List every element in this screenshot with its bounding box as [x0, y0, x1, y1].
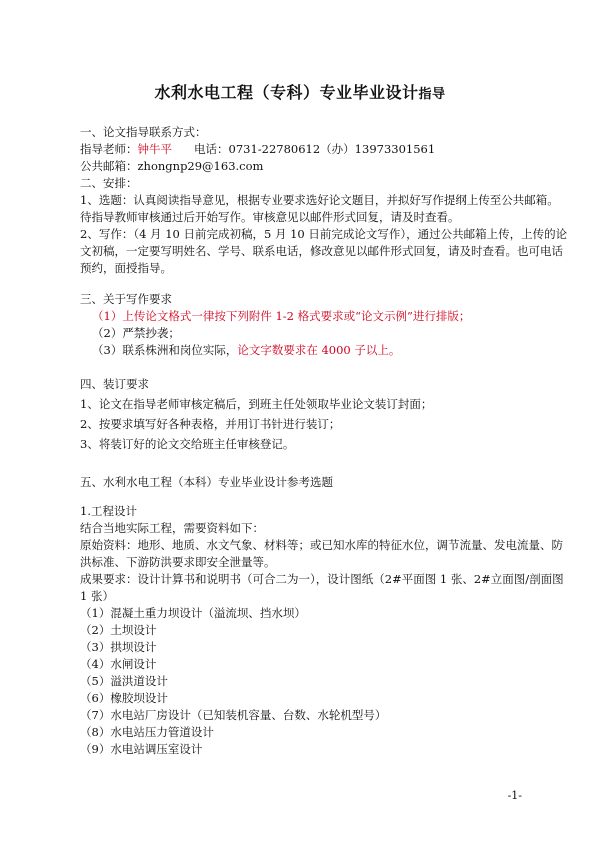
topic-item: （7）水电站厂房设计（已知装机容量、台数、水轮机型号）: [80, 708, 387, 722]
teacher-contact-line: [80, 141, 435, 157]
teacher-name: 钟牛平: [137, 142, 172, 156]
section4-item: 1、论文在指导老师审核定稿后，到班主任处领取毕业论文装订封面；: [80, 397, 433, 411]
section4-item: 2、按要求填写好各种表格，并用订书针进行装订；: [80, 417, 341, 431]
section2-item2-line1: 2、写作：（4 月 10 日前完成初稿，5 月 10 日前完成论文写作），通过公共邮箱上传，上传的论: [80, 227, 568, 241]
section2-heading: 二、安排：: [80, 176, 138, 190]
page-number: -1-: [507, 789, 522, 802]
section5-sub-heading: 1.工程设计: [80, 504, 137, 518]
email-label: 公共邮箱：: [80, 159, 138, 173]
topic-item: （9）水电站调压室设计: [80, 742, 203, 756]
topic-item: （5）溢洪道设计: [80, 674, 168, 688]
section3-item1: [92, 308, 470, 324]
section5-line: 1 张）: [80, 589, 114, 603]
topic-item: （8）水电站压力管道设计: [80, 725, 214, 739]
section3-item1-text: 上传论文格式一律按下列附件 1-2 格式要求或“论文示例”进行排版；: [122, 309, 471, 323]
title-suffix: 指导: [418, 87, 446, 102]
section2-item2-line2: 文初稿，一定要写明姓名、学号、联系电话，修改意见以邮件形式回复，请及时查看。也可电话: [80, 244, 563, 258]
section5-line: 原始资料：地形、地质、水文气象、材料等；或已知水库的特征水位，调节流量、发电流量、防: [80, 538, 563, 552]
email-value: zhongnp29@163.com: [137, 159, 264, 173]
section2-item2-line3: 预约，面授指导。: [80, 261, 172, 275]
section5-heading: 五、水利水电工程（本科）专业毕业设计参考选题: [80, 475, 333, 489]
section5-line: 洪标准、下游防洪要求即安全泄量等。: [80, 555, 276, 569]
page-title: [0, 80, 600, 103]
section5-line: 结合当地实际工程，需要资料如下：: [80, 521, 264, 535]
phone-value: 0731-22780612（办）13973301561: [228, 142, 436, 156]
section1-heading: 一、论文指导联系方式：: [80, 125, 207, 139]
section3-item1-prefix: （1）: [92, 309, 123, 323]
section3-item3: [92, 342, 400, 358]
section3-item2: （2）严禁抄袭；: [92, 326, 180, 340]
section5-line: 成果要求：设计计算书和说明书（可合二为一），设计图纸（2#平面图 1 张、2#立面图/剖面图: [80, 572, 564, 586]
section3-item3-prefix: （3）联系株洲和岗位实际，: [92, 343, 238, 357]
section2-item1-line2: 待指导教师审核通过后开始写作。审核意见以邮件形式回复，请及时查看。: [80, 210, 460, 224]
teacher-label: 指导老师：: [80, 142, 138, 156]
title-main: 水利水电工程（专科）专业毕业设计: [154, 83, 419, 102]
email-line: [80, 158, 263, 174]
section3-item3-red: 论文字数要求在 4000 子以上。: [237, 343, 401, 357]
topic-item: （3）拱坝设计: [80, 640, 157, 654]
section4-item: 3、将装订好的论文交给班主任审核登记。: [80, 437, 295, 451]
topic-item: （4）水闸设计: [80, 657, 157, 671]
section3-heading: 三、关于写作要求: [80, 292, 172, 306]
section2-item1-line1: 1、选题：认真阅读指导意见，根据专业要求选好论文题目，并拟好写作提纲上传至公共邮箱。: [80, 193, 559, 207]
topic-item: （2）土坝设计: [80, 623, 157, 637]
phone-label: 电话：: [194, 142, 229, 156]
topic-item: （1）混凝土重力坝设计（溢流坝、挡水坝）: [80, 606, 306, 620]
section4-heading: 四、装订要求: [80, 377, 149, 391]
topic-item: （6）橡胶坝设计: [80, 691, 168, 705]
